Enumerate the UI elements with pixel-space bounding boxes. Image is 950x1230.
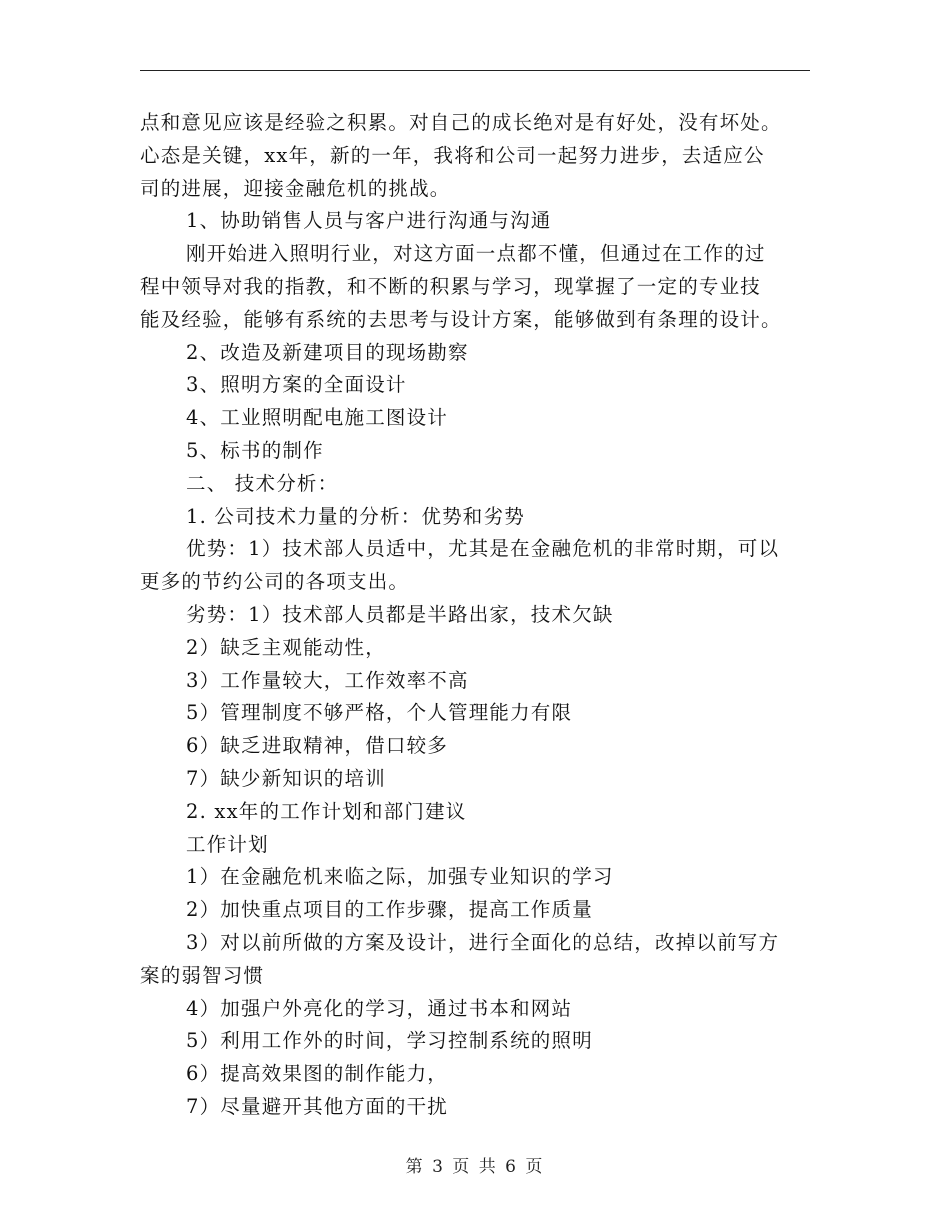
- paragraph-line: 案的弱智习惯: [140, 963, 265, 987]
- list-item: 4、工业照明配电施工图设计: [186, 406, 449, 430]
- list-item: 7）缺少新知识的培训: [186, 766, 386, 790]
- list-item: 1、协助销售人员与客户进行沟通与沟通: [186, 209, 552, 233]
- header-rule: [140, 70, 810, 71]
- paragraph-line: 司的进展，迎接金融危机的挑战。: [140, 176, 451, 200]
- paragraph-line: 优势：1）技术部人员适中，尤其是在金融危机的非常时期，可以: [186, 537, 780, 561]
- list-item: 2）缺乏主观能动性，: [186, 635, 386, 659]
- paragraph-line: 劣势：1）技术部人员都是半路出家，技术欠缺: [186, 602, 614, 626]
- list-item: 4）加强户外亮化的学习，通过书本和网站: [186, 996, 573, 1020]
- section-heading: 二、 技术分析：: [186, 471, 339, 495]
- list-item: 6）提高效果图的制作能力，: [186, 1062, 449, 1086]
- subsection-heading: 工作计划: [186, 832, 269, 856]
- list-item: 2、改造及新建项目的现场勘察: [186, 340, 469, 364]
- document-body: [140, 107, 810, 1124]
- paragraph-line: 心态是关键，xx年，新的一年，我将和公司一起努力进步，去适应公: [140, 143, 765, 167]
- list-item: 6）缺乏进取精神，借口较多: [186, 734, 449, 758]
- list-item: 7）尽量避开其他方面的干扰: [186, 1094, 449, 1118]
- list-item: 5）管理制度不够严格，个人管理能力有限: [186, 701, 573, 725]
- paragraph-line: 刚开始进入照明行业，对这方面一点都不懂，但通过在工作的过: [186, 242, 766, 266]
- page-number: 第 3 页 共 6 页: [405, 1157, 545, 1177]
- subsection-heading: 2. xx年的工作计划和部门建议: [186, 799, 467, 823]
- list-item: 3）工作量较大，工作效率不高: [186, 668, 469, 692]
- list-item: 5、标书的制作: [186, 438, 324, 462]
- list-item: 2）加快重点项目的工作步骤，提高工作质量: [186, 898, 593, 922]
- list-item: 3、照明方案的全面设计: [186, 373, 407, 397]
- paragraph-line: 更多的节约公司的各项支出。: [140, 570, 410, 594]
- list-item: 3）对以前所做的方案及设计，进行全面化的总结，改掉以前写方: [186, 930, 780, 954]
- paragraph-line: 点和意见应该是经验之积累。对自己的成长绝对是有好处，没有坏处。: [140, 111, 782, 134]
- subsection-heading: 1. 公司技术力量的分析：优势和劣势: [186, 504, 525, 528]
- list-item: 5）利用工作外的时间，学习控制系统的照明: [186, 1029, 593, 1053]
- paragraph-line: 能及经验，能够有系统的去思考与设计方案，能够做到有条理的设计。: [140, 307, 782, 331]
- paragraph-line: 程中领导对我的指教，和不断的积累与学习，现掌握了一定的专业技: [140, 274, 762, 298]
- list-item: 1）在金融危机来临之际，加强专业知识的学习: [186, 865, 614, 889]
